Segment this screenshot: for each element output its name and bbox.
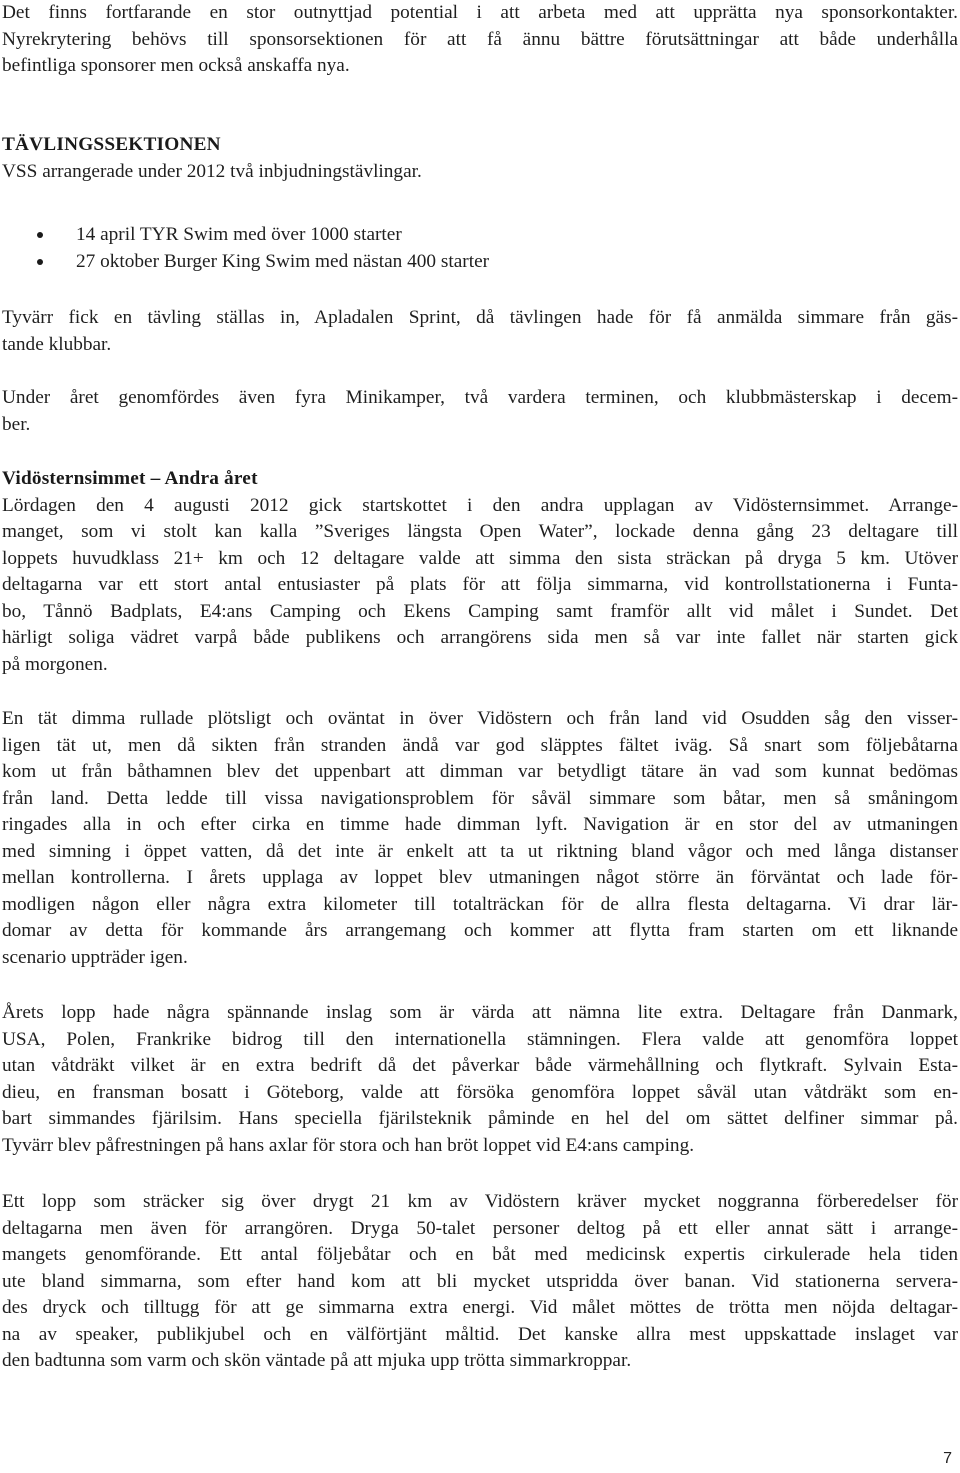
paragraph-line: mellan kontrollerna. I årets upplaga av loppet blev utmaningen något större än förväntat och lade för- xyxy=(2,867,958,888)
tavling-section xyxy=(2,132,958,185)
list-item-text: 14 april TYR Swim med över 1000 starter xyxy=(76,224,402,245)
paragraph-line: mangets genomförande. Ett antal följebåtar och en båt med medicinsk expertis cirkulerade hela tiden xyxy=(2,1244,958,1265)
preparation-paragraph xyxy=(2,1189,958,1375)
paragraph-line: från land. Detta ledde till vissa navigationsproblem för såväl simmare som båtar, men så småningom xyxy=(2,787,958,809)
paragraph-line: ringades alla in och efter cirka en timme hade dimman lyft. Navigation är en stor del av utmaningen xyxy=(2,814,958,835)
section-heading: TÄVLINGSSEKTIONEN xyxy=(2,134,221,155)
cancelled-paragraph xyxy=(2,305,958,358)
paragraph-line: En tät dimma rullade plötsligt och oväntat in över Vidöstern och från land vid Osudden såg den visser- xyxy=(2,708,958,729)
list-item xyxy=(2,221,958,248)
paragraph-line: den badtunna som varm och skön väntade på att mjuka upp trötta simmarkroppar. xyxy=(2,1350,632,1371)
paragraph-line: modligen någon eller några extra kilometer till totalträckan för de allra flesta deltagarna. Vi drar lär- xyxy=(2,893,958,915)
paragraph-line: des dryck och tilltugg för att ge simmarna extra energi. Vid målet möttes de trötta men nöjda deltagar- xyxy=(2,1297,958,1318)
bullet-icon xyxy=(37,232,43,238)
paragraph-line: härligt soliga vädret varpå både publikens och arrangörens sida men så var inte fallet när starten gick xyxy=(2,627,958,648)
bullet-icon xyxy=(37,259,43,265)
fog-paragraph xyxy=(2,706,958,971)
paragraph-line: Tyvärr blev påfrestningen på hans axlar för stora och han bröt loppet vid E4:ans camping. xyxy=(2,1134,695,1156)
paragraph-line: loppets huvudklass 21+ km och 12 deltagare valde att simma den sista sträckan på dryga 5 km. Utöver xyxy=(2,547,958,569)
paragraph-line: på morgonen. xyxy=(2,653,108,675)
paragraph-line: ber. xyxy=(2,413,31,435)
paragraph-line: Ett lopp som sträcker sig över drygt 21 km av Vidöstern kräver mycket noggranna förberedelser för xyxy=(2,1191,958,1212)
paragraph-line: deltagarna men även för arrangören. Dryga 50-talet personer deltog på ett eller annat sätt i arrange- xyxy=(2,1217,958,1239)
competition-list xyxy=(2,221,958,275)
paragraph-line: Årets lopp hade några spännande inslag som är värda att nämna lite extra. Deltagare från Danmark, xyxy=(2,1002,958,1023)
page-number: 7 xyxy=(943,1450,952,1467)
paragraph-line: utan våtdräkt vilket är en extra bedrift då det påverkar både värmehållning och flytkraft. Sylvain Esta- xyxy=(2,1055,958,1076)
intro-line: Nyrekrytering behövs till sponsorsektionen för att få ännu bättre förutsättningar att både underhålla xyxy=(2,28,958,50)
list-item xyxy=(2,248,958,275)
paragraph-line: na av speaker, publikjubel och en välförtjänt måltid. Det kanske allra mest uppskattade inslaget var xyxy=(2,1323,958,1345)
paragraph-line: ute bland simmarna, som efter hand kom att bli mycket utspridda över banan. Vid stationerna servera- xyxy=(2,1270,958,1292)
section-subline: VSS arrangerade under 2012 två inbjudningstävlingar. xyxy=(2,160,422,182)
minikamper-paragraph xyxy=(2,385,958,438)
section-heading: Vidösternsimmet – Andra året xyxy=(2,468,258,489)
paragraph-line: deltagarna var ett stort antal entusiaster på plats för att följa simmarna, vid kontrollstationerna i Funta- xyxy=(2,574,958,595)
paragraph-line: Tyvärr fick en tävling ställas in, Apladalen Sprint, då tävlingen hade för få anmälda simmare från gäs- xyxy=(2,307,958,328)
highlights-paragraph xyxy=(2,1000,958,1159)
intro-line: befintliga sponsorer men också anskaffa nya. xyxy=(2,55,350,76)
list-item-text: 27 oktober Burger King Swim med nästan 400 starter xyxy=(76,251,490,272)
paragraph-line: kom ut från båthamnen blev det uppenbart att dimman var betydligt tätare än vad som kunnat bedömas xyxy=(2,761,958,782)
paragraph-line: ligen tät ut, men då sikten från stranden ändå var god släpptes fältet iväg. Så snart som följebåtarna xyxy=(2,734,958,756)
vidostern-section xyxy=(2,466,958,678)
paragraph-line: scenario uppträder igen. xyxy=(2,946,188,968)
paragraph-line: domar av detta för kommande års arrangemang och kommer att flytta fram starten om ett liknande xyxy=(2,920,958,941)
intro-paragraph xyxy=(2,0,958,80)
paragraph-line: Under året genomfördes även fyra Minikamper, två vardera terminen, och klubbmästerskap i decem- xyxy=(2,387,958,408)
intro-line: Det finns fortfarande en stor outnyttjad potential i att arbeta med att upprätta nya sponsorkontakter. xyxy=(2,2,958,23)
paragraph-line: manget, som vi stolt kan kalla ”Sveriges längsta Open Water”, lockade denna gång 23 deltagare till xyxy=(2,521,958,542)
paragraph-line: USA, Polen, Frankrike bidrog till den internationella stämningen. Flera valde att genomföra loppet xyxy=(2,1028,958,1050)
paragraph-line: Lördagen den 4 augusti 2012 gick startskottet i den andra upplagan av Vidösternsimmet. Arrange- xyxy=(2,494,958,516)
paragraph-line: bart simmandes fjärilsim. Hans speciella fjärilsteknik påminde en hel del om sättet delfiner simmar på. xyxy=(2,1108,958,1129)
paragraph-line: tande klubbar. xyxy=(2,333,112,355)
paragraph-line: med simning i öppet vatten, då det inte är enkelt att ta ut riktning bland vågor och med långa distanser xyxy=(2,840,958,862)
paragraph-line: dieu, en fransman bosatt i Göteborg, valde att försöka genomföra loppet såväl utan våtdräkt som en- xyxy=(2,1081,958,1103)
paragraph-line: bo, Tånnö Badplats, E4:ans Camping och Ekens Camping samt framför allt vid målet i Sundet. Det xyxy=(2,600,958,622)
